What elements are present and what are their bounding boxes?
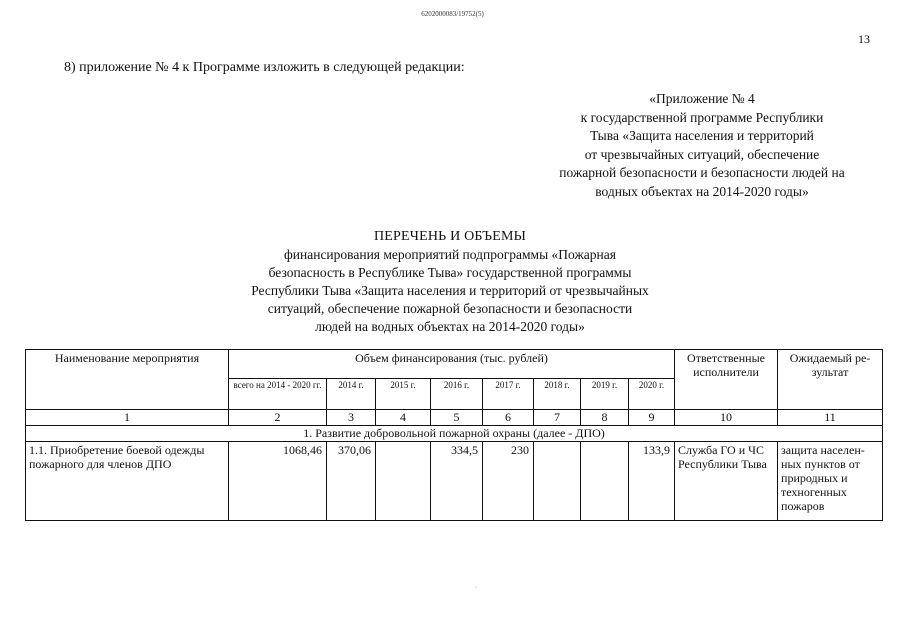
financing-table <box>25 349 883 521</box>
heading-line: финансирования мероприятий подпрограммы «Пожарная <box>284 247 616 262</box>
heading-line: людей на водных объектах на 2014-2020 годы» <box>315 319 585 334</box>
table-row <box>26 442 883 521</box>
heading-title: ПЕРЕЧЕНЬ И ОБЪЕМЫ <box>373 229 527 244</box>
column-number: 1 <box>26 410 229 426</box>
column-number: 9 <box>629 410 675 426</box>
value-2020: 133,9 <box>629 442 675 521</box>
instruction-text: 8) приложение № 4 к Программе изложить в следующей редакции: <box>64 60 465 75</box>
appendix-line: Тыва «Защита населения и территорий <box>590 128 814 143</box>
heading-line: ситуаций, обеспечение пожарной безопасности и безопасности <box>267 301 633 316</box>
subheader-year: 2014 г. <box>327 379 376 410</box>
header-expected: Ожидаемый ре-зультат <box>778 350 883 410</box>
column-number: 4 <box>376 410 431 426</box>
column-number-row <box>26 410 883 426</box>
column-number: 3 <box>327 410 376 426</box>
table-header-row <box>26 350 883 379</box>
heading-line: безопасность в Республике Тыва» государственной программы <box>268 265 632 280</box>
value-2014: 370,06 <box>327 442 376 521</box>
responsible-executor: Служба ГО и ЧС Республики Тыва <box>675 442 778 521</box>
column-number: 11 <box>778 410 883 426</box>
footer-mark: · <box>475 585 477 591</box>
heading-line: Республики Тыва «Защита населения и территорий от чрезвычайных <box>251 283 649 298</box>
subheader-total: всего на 2014 - 2020 гг. <box>229 379 327 410</box>
section-row <box>26 426 883 442</box>
expected-result: защита населен-ных пунктов от природных и техногенных пожаров <box>778 442 883 521</box>
appendix-line: пожарной безопасности и безопасности людей на <box>559 165 845 180</box>
header-volume: Объем финансирования (тыс. рублей) <box>229 350 675 379</box>
subheader-year: 2018 г. <box>534 379 581 410</box>
subheader-year: 2020 г. <box>629 379 675 410</box>
page-number: 13 <box>858 32 870 46</box>
activity-name: 1.1. Приобретение боевой одежды пожарного для членов ДПО <box>26 442 229 521</box>
appendix-line: «Приложение № 4 <box>649 91 755 106</box>
value-2016: 334,5 <box>431 442 483 521</box>
document-heading <box>200 228 700 336</box>
document-number: 6202000083/19752(5) <box>421 10 484 18</box>
header-name: Наименование мероприятия <box>26 350 229 410</box>
subheader-year: 2016 г. <box>431 379 483 410</box>
value-2018 <box>534 442 581 521</box>
column-number: 7 <box>534 410 581 426</box>
value-2015 <box>376 442 431 521</box>
column-number: 5 <box>431 410 483 426</box>
appendix-block <box>512 90 892 201</box>
section-title: 1. Развитие добровольной пожарной охраны (далее - ДПО) <box>26 426 883 442</box>
appendix-line: от чрезвычайных ситуаций, обеспечение <box>584 146 820 162</box>
column-number: 8 <box>581 410 629 426</box>
column-number: 6 <box>483 410 534 426</box>
column-number: 10 <box>675 410 778 426</box>
subheader-year: 2015 г. <box>376 379 431 410</box>
value-total: 1068,46 <box>229 442 327 521</box>
subheader-year: 2017 г. <box>483 379 534 410</box>
column-number: 2 <box>229 410 327 426</box>
value-2019 <box>581 442 629 521</box>
appendix-line: к государственной программе Республики <box>580 109 824 125</box>
appendix-line: водных объектах на 2014-2020 годы» <box>595 183 809 199</box>
subheader-year: 2019 г. <box>581 379 629 410</box>
value-2017: 230 <box>483 442 534 521</box>
header-responsible: Ответственные исполнители <box>675 350 778 410</box>
